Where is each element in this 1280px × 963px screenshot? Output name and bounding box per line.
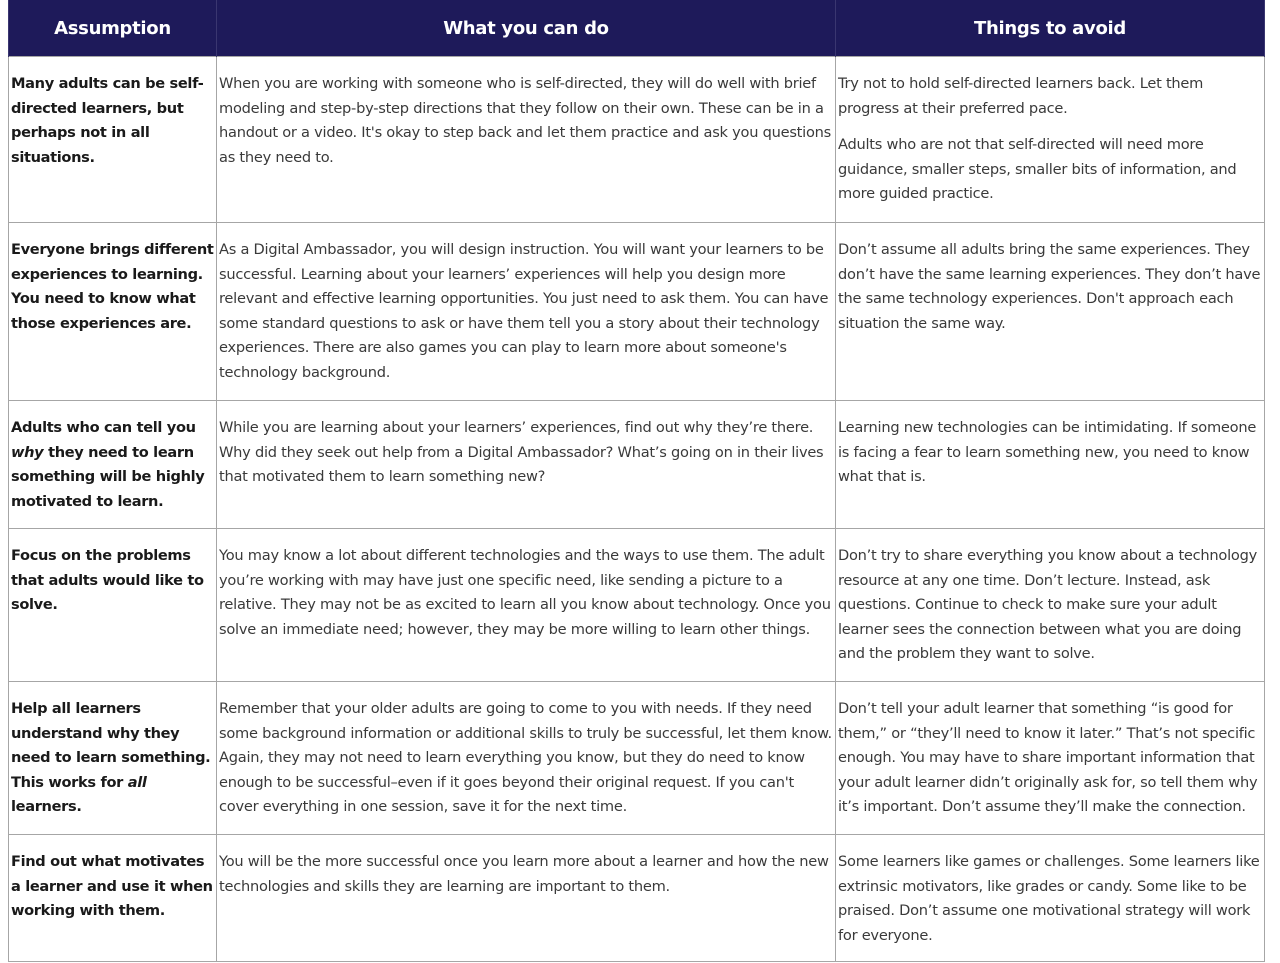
table-header-row xyxy=(9,0,1265,57)
column-header-things-to-avoid: Things to avoid xyxy=(836,0,1265,57)
table-row xyxy=(9,682,1265,835)
avoid-text: Try not to hold self-directed learners back. Let them progress at their preferred pace. xyxy=(838,75,1204,117)
assumption-cell xyxy=(9,57,217,223)
can-do-cell xyxy=(217,57,836,223)
assumption-cell xyxy=(9,401,217,529)
avoid-cell xyxy=(836,529,1265,682)
assumption-emphasis: all xyxy=(127,773,147,791)
avoid-text: Don’t assume all adults bring the same experiences. They don’t have the same learning experiences. They don’t have the same technology experiences. Don't approach each situation the same way. xyxy=(838,241,1261,332)
avoid-text: Don’t tell your adult learner that something “is good for them,” or “they’ll need to know it later.” That’s not specific enough. You may have to share important information that your adult learner didn’t originally ask for, so tell them why it’s important. Don’t assume they’ll make the connection. xyxy=(838,700,1258,816)
can-do-text: You may know a lot about different technologies and the ways to use them. The adult you’re working with may have just one specific need, like sending a picture to a relative. They may not be as excited to learn all you know about technology. Once you solve an immediate need; however, they may be more willing to learn other things. xyxy=(219,547,831,638)
can-do-cell xyxy=(217,682,836,835)
table-row xyxy=(9,57,1265,223)
assumptions-table xyxy=(8,0,1265,962)
can-do-cell xyxy=(217,401,836,529)
avoid-cell xyxy=(836,57,1265,223)
table-row xyxy=(9,835,1265,962)
assumption-text: Focus on the problems that adults would like to solve. xyxy=(11,547,204,614)
assumption-text: Everyone brings different experiences to learning. You need to know what those experiences are. xyxy=(11,241,214,332)
assumption-text-after: they need to learn something will be highly motivated to learn. xyxy=(11,443,205,510)
can-do-text: You will be the more successful once you learn more about a learner and how the new technologies and skills they are learning are important to them. xyxy=(219,853,829,895)
assumption-text-after: learners. xyxy=(11,798,82,816)
avoid-cell xyxy=(836,401,1265,529)
can-do-cell xyxy=(217,835,836,962)
table-row xyxy=(9,223,1265,401)
avoid-text: Adults who are not that self-directed will need more guidance, smaller steps, smaller bits of information, and more guided practice. xyxy=(838,136,1237,203)
avoid-text: Learning new technologies can be intimidating. If someone is facing a fear to learn something new, you need to know what that is. xyxy=(838,419,1257,486)
assumption-text xyxy=(11,416,214,514)
assumption-text: Many adults can be self-directed learners, but perhaps not in all situations. xyxy=(11,75,204,166)
avoid-text: Don’t try to share everything you know about a technology resource at any one time. Don’t lecture. Instead, ask questions. Continue to check to make sure your adult learner sees the connection between what you are doing and the problem they want to solve. xyxy=(838,547,1257,663)
table-row xyxy=(9,529,1265,682)
avoid-cell xyxy=(836,682,1265,835)
assumption-text: Find out what motivates a learner and use it when working with them. xyxy=(11,853,213,920)
assumption-cell xyxy=(9,682,217,835)
can-do-text: While you are learning about your learners’ experiences, find out why they’re there. Why did they seek out help from a Digital Ambassador? What’s going on in their lives that motivated them to learn something new? xyxy=(219,419,824,486)
can-do-text: As a Digital Ambassador, you will design instruction. You will want your learners to be successful. Learning about your learners’ experiences will help you design more relevant and effective learning opportunities. You just need to ask them. You can have some standard questions to ask or have them tell you a story about their technology experiences. There are also games you can play to learn more about someone's technology background. xyxy=(219,241,829,381)
assumption-text-before: Adults who can tell you xyxy=(11,419,196,436)
column-header-assumption: Assumption xyxy=(9,0,217,57)
can-do-text: When you are working with someone who is self-directed, they will do well with brief modeling and step-by-step directions that they follow on their own. These can be in a handout or a video. It's okay to step back and let them practice and ask you questions as they need to. xyxy=(219,75,831,166)
assumption-emphasis: why xyxy=(11,443,44,461)
can-do-text: Remember that your older adults are going to come to you with needs. If they need some background information or additional skills to truly be successful, let them know. Again, they may not need to learn everything you know, but they do need to know enough to be successful–even if it goes beyond their original request. If you can't cover everything in one session, save it for the next time. xyxy=(219,700,832,816)
assumption-text xyxy=(11,697,214,820)
can-do-cell xyxy=(217,529,836,682)
can-do-cell xyxy=(217,223,836,401)
assumption-text-before: Help all learners understand why they need to learn something. This works for xyxy=(11,700,211,791)
assumption-cell xyxy=(9,835,217,962)
assumption-cell xyxy=(9,223,217,401)
avoid-text: Some learners like games or challenges. Some learners like extrinsic motivators, like grades or candy. Some like to be praised. Don’t assume one motivational strategy will work for everyone. xyxy=(838,853,1260,944)
avoid-cell xyxy=(836,223,1265,401)
avoid-cell xyxy=(836,835,1265,962)
column-header-what-you-can-do: What you can do xyxy=(217,0,836,57)
table-row xyxy=(9,401,1265,529)
assumption-cell xyxy=(9,529,217,682)
